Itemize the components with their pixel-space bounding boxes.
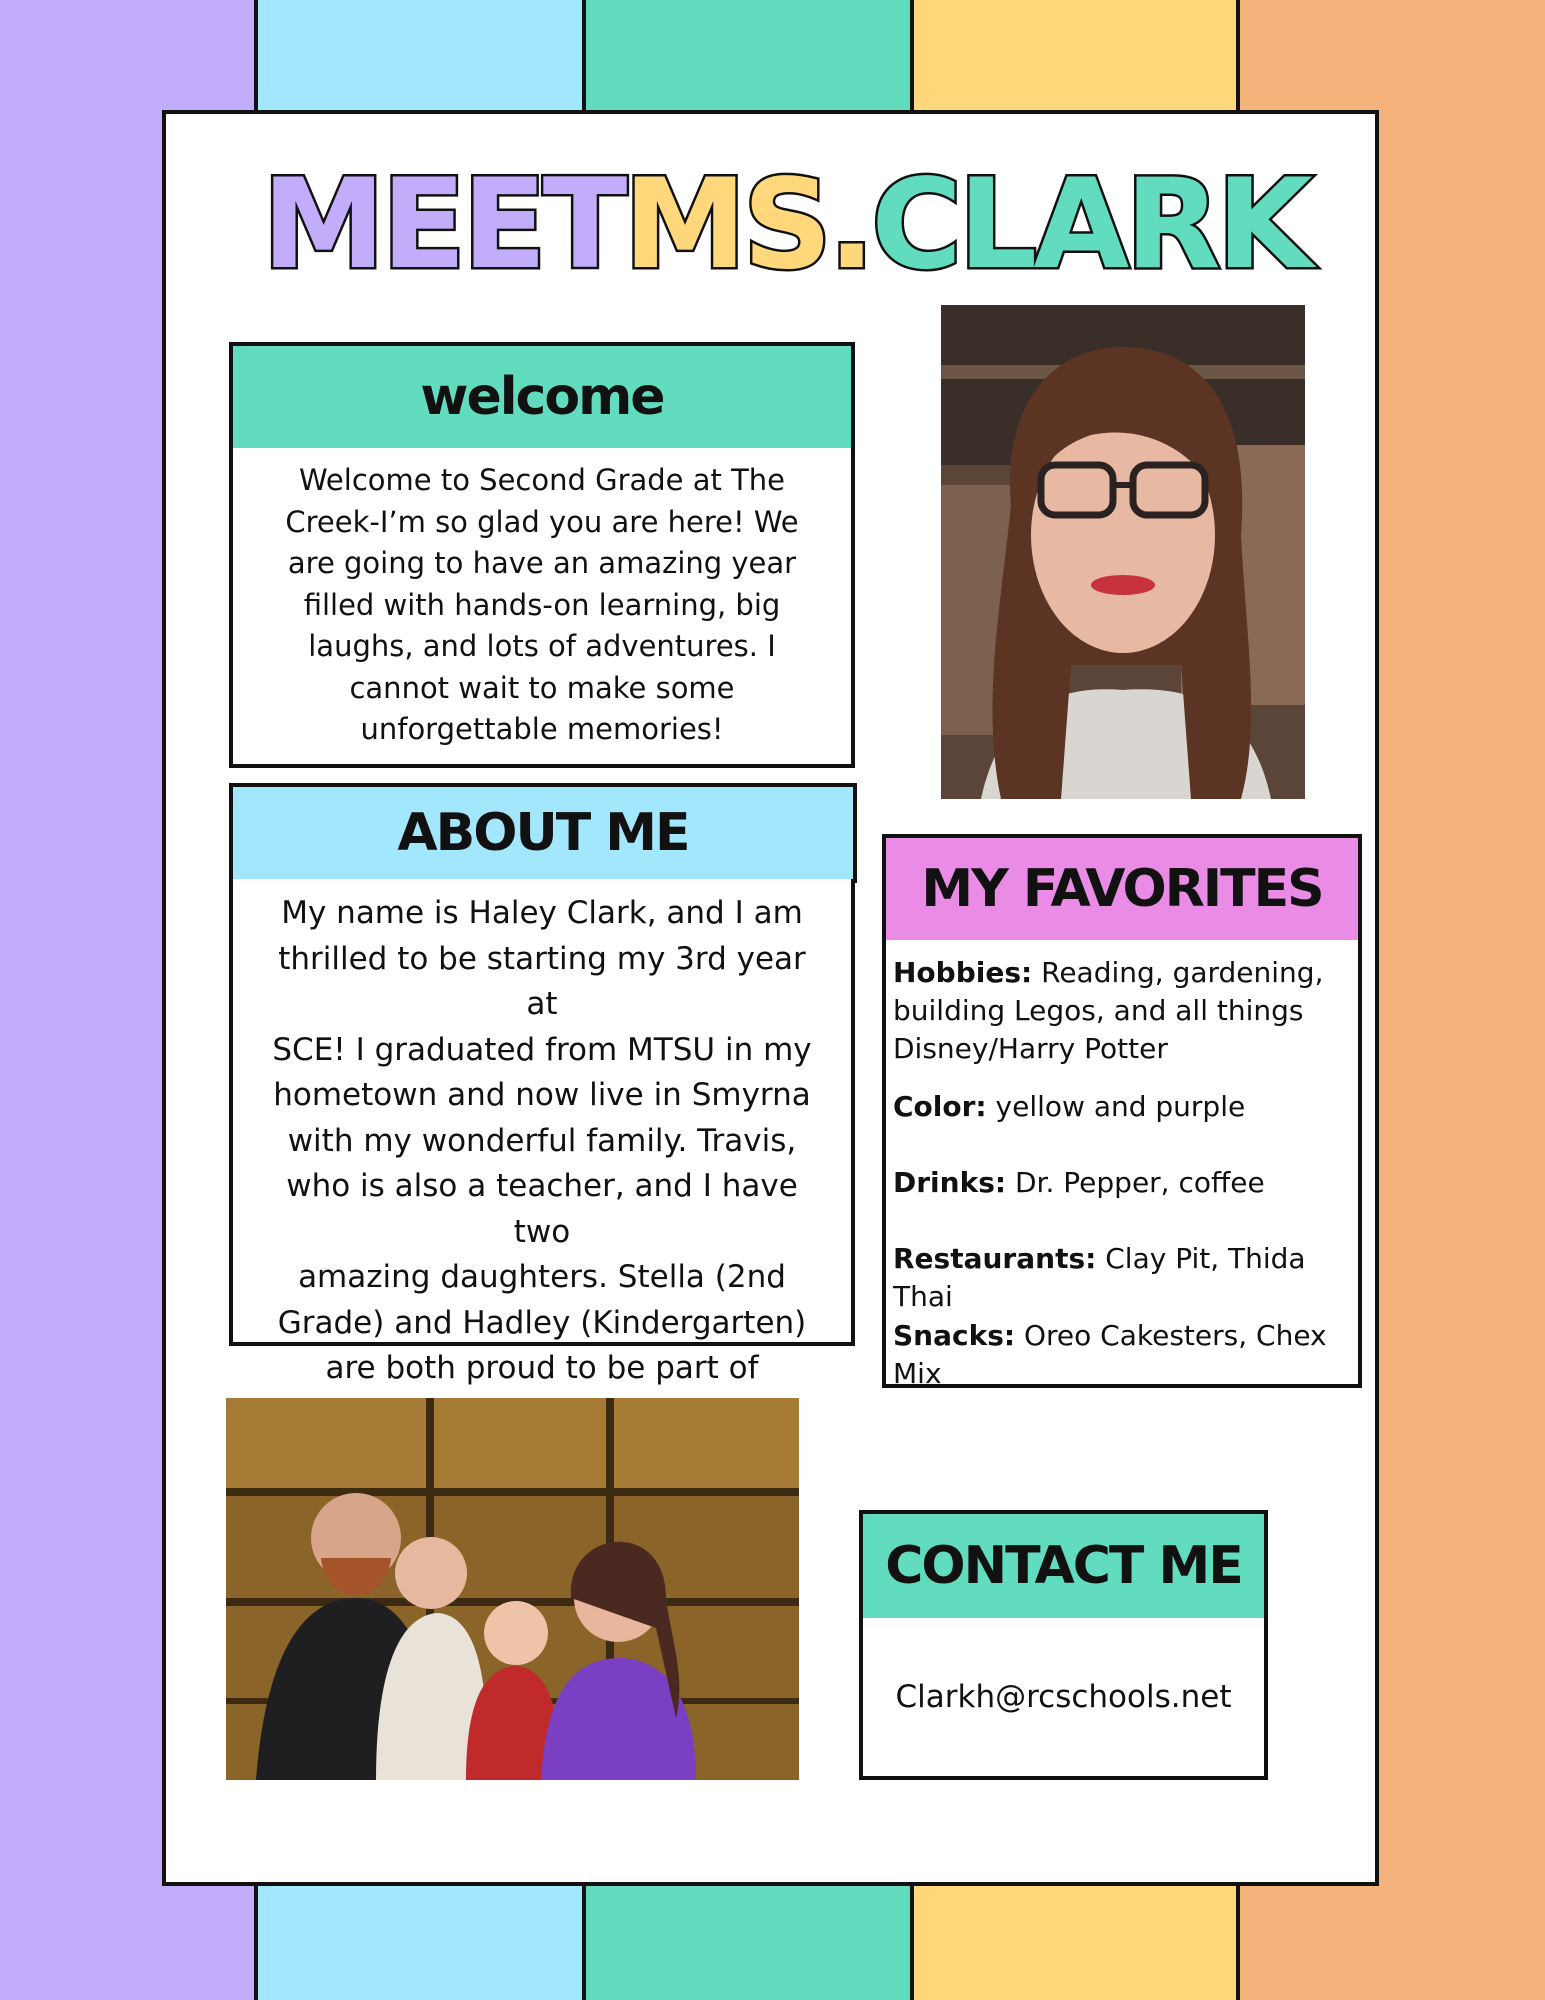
drinks-value: Dr. Pepper, coffee: [1014, 1166, 1265, 1199]
hobbies-value: Disney/Harry Potter: [893, 1032, 1168, 1065]
family-illustration: [226, 1398, 799, 1780]
hobbies-value: Reading, gardening,: [1041, 956, 1324, 989]
welcome-heading-label: welcome: [420, 367, 664, 427]
welcome-heading: [229, 342, 855, 452]
favorites-heading-label: MY FAVORITES: [921, 859, 1323, 919]
hobbies-value: building Legos, and all things: [893, 994, 1304, 1027]
favorite-hobbies: [893, 954, 1333, 1068]
restaurants-value: Clay Pit, Thida Thai: [893, 1242, 1306, 1313]
welcome-line: laughs, and lots of adventures. I: [308, 629, 776, 663]
about-line: SCE! I graduated from MTSU in my: [272, 1031, 812, 1068]
contact-email-link[interactable]: Clarkh@rcschools.net: [895, 1679, 1232, 1715]
favorites-heading: [882, 834, 1362, 944]
about-line: amazing daughters. Stella (2nd: [298, 1259, 786, 1295]
teacher-portrait-photo: [941, 305, 1305, 799]
title-word-meet: MEET: [262, 153, 624, 297]
contact-heading: [859, 1510, 1268, 1622]
welcome-line: Welcome to Second Grade at The: [298, 463, 786, 497]
welcome-body: [229, 448, 855, 768]
contact-heading-label: CONTACT ME: [885, 1536, 1242, 1596]
about-body: [229, 879, 855, 1386]
favorite-restaurants: [893, 1240, 1333, 1316]
welcome-line: filled with hands-on learning, big: [303, 587, 781, 622]
snacks-value: Oreo Cakesters, Chex Mix: [893, 1319, 1327, 1390]
about-line: with my wonderful family. Travis,: [287, 1122, 797, 1159]
welcome-line: are going to have an amazing year: [287, 546, 797, 580]
title-word-clark: CLARK: [871, 153, 1309, 297]
family-photo: [226, 1398, 799, 1780]
portrait-illustration: [941, 305, 1305, 799]
hobbies-label: Hobbies:: [893, 956, 1033, 989]
contact-body: [859, 1618, 1268, 1780]
color-value: yellow and purple: [995, 1090, 1246, 1123]
welcome-line: Creek-I’m so glad you are here! We: [285, 504, 799, 539]
welcome-line: cannot wait to make some: [349, 670, 735, 705]
about-heading-label: ABOUT ME: [397, 803, 689, 863]
about-line: thrilled to be starting my 3rd year at: [278, 940, 806, 1022]
about-line: hometown and now live in Smyrna: [273, 1077, 811, 1113]
color-label: Color:: [893, 1090, 987, 1123]
about-line: Grade) and Hadley (Kindergarten): [277, 1304, 807, 1341]
about-line: My name is Haley Clark, and I am: [281, 895, 803, 931]
drinks-label: Drinks:: [893, 1166, 1007, 1199]
favorite-color: [893, 1088, 1333, 1126]
welcome-line: unforgettable memories!: [360, 712, 724, 746]
page-title: [262, 153, 1309, 297]
about-heading: [229, 783, 857, 883]
restaurants-label: Restaurants:: [893, 1242, 1097, 1275]
favorite-drinks: [893, 1164, 1333, 1202]
about-line: are both proud to be part of: [325, 1350, 759, 1386]
about-line: who is also a teacher, and I have two: [286, 1168, 798, 1250]
snacks-label: Snacks:: [893, 1319, 1016, 1352]
favorite-snacks: [893, 1317, 1333, 1393]
title-word-ms: MS.: [623, 153, 872, 297]
